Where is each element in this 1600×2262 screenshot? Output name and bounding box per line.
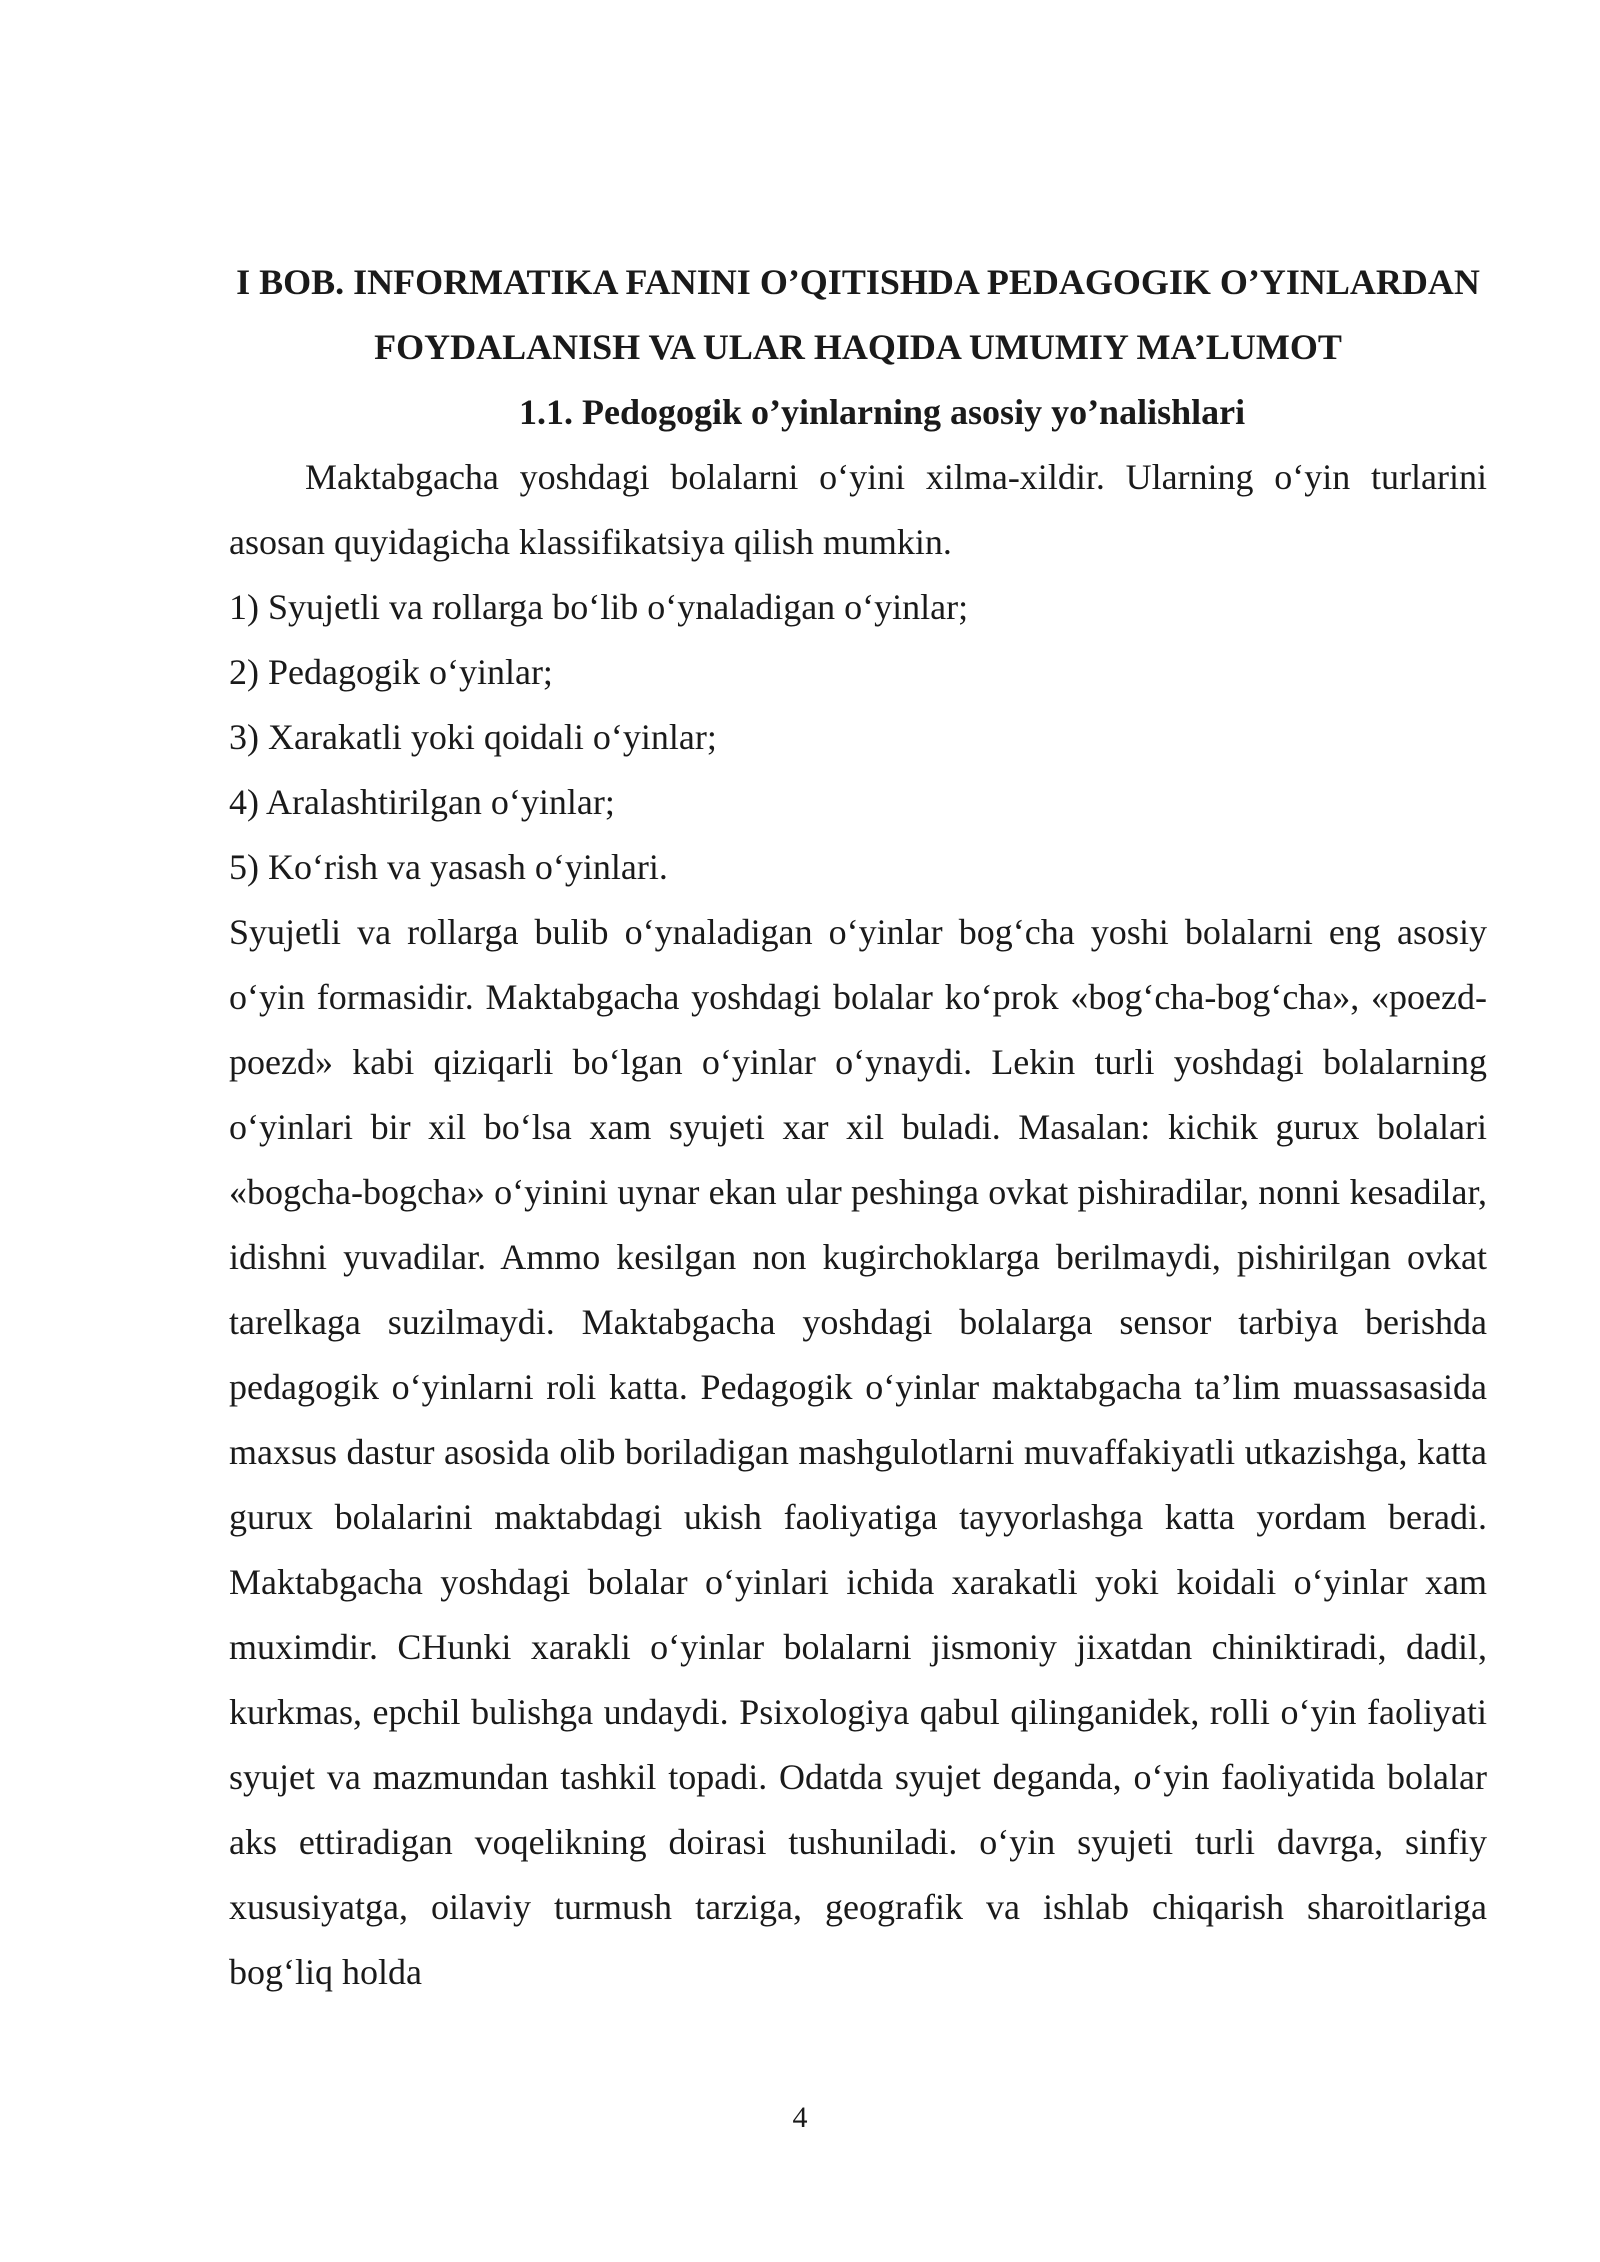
list-item: 4) Aralashtirilgan o‘yinlar; xyxy=(229,782,615,822)
list-item: 2) Pedagogik o‘yinlar; xyxy=(229,652,553,692)
section-title: 1.1. Pedogogik o’yinlarning asosiy yo’nalishlari xyxy=(519,392,1246,432)
list-item: 5) Ko‘rish va yasash o‘yinlari. xyxy=(229,847,668,887)
main-paragraph: Syujetli va rollarga bulib o‘ynaladigan o‘yinlar bog‘cha yoshi bolalarni eng asosiy o‘yin formasidir. Maktabgacha yoshdagi bolalar ko‘prok «bog‘cha-bog‘cha», «poezd-poezd» kabi qiziqarli bo‘lgan o‘yinlar o‘ynaydi. Lekin turli yoshdagi bolalarning o‘yinlari bir xil bo‘lsa xam syujeti xar xil buladi. Masalan: kichik gurux bolalari «bogcha-bogcha» o‘yinini uynar ekan ular peshinga ovkat pishiradilar, nonni kesadilar, idishni yuvadilar. Ammo kesilgan non kugirchoklarga berilmaydi, pishirilgan ovkat tarelkaga suzilmaydi. Maktabgacha yoshdagi bolalarga sensor tarbiya berishda pedagogik o‘yinlarni roli katta. Pedagogik o‘yinlar maktabgacha ta’lim muassasasida maxsus dastur asosida olib boriladigan mashgulotlarni muvaffakiyatli utkazishga, katta gurux bolalarini maktabdagi ukish faoliyatiga tayyorlashga katta yordam beradi. Maktabgacha yoshdagi bolalar o‘yinlari ichida xarakatli yoki koidali o‘yinlar xam muximdir. CHunki xarakli o‘yinlar bolalarni jismoniy jixatdan chiniktiradi, dadil, kurkmas, epchil bulishga undaydi. Psixologiya qabul qilinganidek, rolli o‘yin faoliyati syujet va mazmundan tashkil topadi. Odatda syujet deganda, o‘yin faoliyatida bolalar aks ettiradigan voqelikning doirasi tushuniladi. o‘yin syujeti turli davrga, sinfiy xususiyatga, oilaviy turmush tarziga, geografik va ishlab chiqarish sharoitlariga bog‘liq holda xyxy=(229,912,1487,1992)
page-content xyxy=(229,250,1487,2005)
list-item: 3) Xarakatli yoki qoidali o‘yinlar; xyxy=(229,717,717,757)
list-item: 1) Syujetli va rollarga bo‘lib o‘ynaladigan o‘yinlar; xyxy=(229,587,969,627)
game-types-list xyxy=(229,575,1487,900)
intro-paragraph: Maktabgacha yoshdagi bolalarni o‘yini xilma-xildir. Ularning o‘yin turlarini asosan quyidagicha klassifikatsiya qilish mumkin. xyxy=(229,457,1487,562)
chapter-title: I BOB. INFORMATIKA FANINI O’QITISHDA PEDAGOGIK O’YINLARDAN FOYDALANISH VA ULAR HAQIDA UMUMIY MA’LUMOT xyxy=(236,262,1480,367)
page-number: 4 xyxy=(792,2101,808,2134)
